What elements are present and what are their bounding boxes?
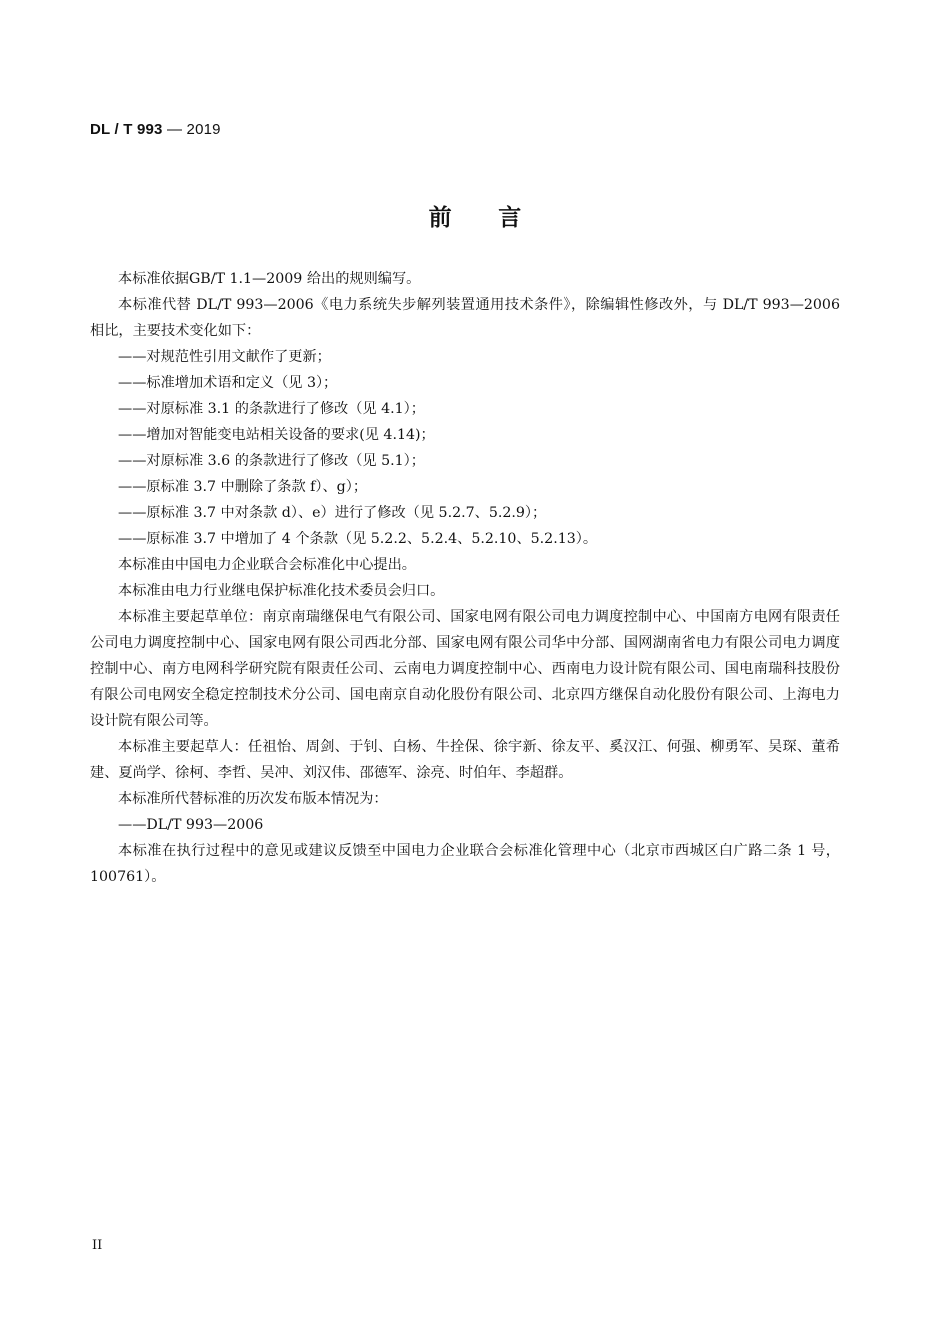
page-number: II <box>92 1238 103 1253</box>
paragraph-basis: 本标准依据GB/T 1.1—2009 给出的规则编写。 <box>118 271 421 287</box>
foreword-body <box>90 266 840 890</box>
change-item: ——原标准 3.7 中删除了条款 f）、g）； <box>118 479 368 495</box>
change-item: ——对规范性引用文献作了更新； <box>118 349 331 365</box>
page-title: 前 言 <box>428 204 522 231</box>
paragraph-feedback: 本标准在执行过程中的意见或建议反馈至中国电力企业联合会标准化管理中心（北京市西城区白广路二条 1 号，100761）。 <box>90 843 840 885</box>
change-item: ——增加对智能变电站相关设备的要求(见 4.14)； <box>118 427 435 443</box>
standard-year: — 2019 <box>162 121 221 138</box>
paragraph-history: 本标准所代替标准的历次发布版本情况为： <box>118 791 388 807</box>
document-header <box>90 121 221 138</box>
history-item: ——DL/T 993—2006 <box>118 817 264 833</box>
change-item: ——原标准 3.7 中增加了 4 个条款（见 5.2.2、5.2.4、5.2.10、5.2.13）。 <box>118 531 598 547</box>
paragraph-drafting-units: 本标准主要起草单位：南京南瑞继保电气有限公司、国家电网有限公司电力调度控制中心、中国南方电网有限责任公司电力调度控制中心、国家电网有限公司西北分部、国家电网有限公司华中分部、国网湖南省电力有限公司电力调度控制中心、南方电网科学研究院有限责任公司、云南电力调度控制中心、西南电力设计院有限公司、国电南瑞科技股份有限公司电网安全稳定控制技术分公司、国电南京自动化股份有限公司、北京四方继保自动化股份有限公司、上海电力设计院有限公司等。 <box>90 609 840 729</box>
standard-code: DL / T 993 <box>90 121 163 138</box>
paragraph-proposer: 本标准由中国电力企业联合会标准化中心提出。 <box>118 557 416 573</box>
change-item: ——对原标准 3.1 的条款进行了修改（见 4.1）； <box>118 401 425 417</box>
paragraph-drafters: 本标准主要起草人：任祖怡、周剑、于钊、白杨、牛拴保、徐宇新、徐友平、奚汉江、何强、柳勇军、吴琛、董希建、夏尚学、徐柯、李哲、吴冲、刘汉伟、邵德军、涂亮、时伯年、李超群。 <box>90 739 840 781</box>
paragraph-replaces: 本标准代替 DL/T 993—2006《电力系统失步解列装置通用技术条件》，除编辑性修改外，与 DL/T 993—2006 相比，主要技术变化如下： <box>90 297 840 339</box>
change-item: ——标准增加术语和定义（见 3）； <box>118 375 338 391</box>
change-item: ——原标准 3.7 中对条款 d）、e）进行了修改（见 5.2.7、5.2.9）； <box>118 505 547 521</box>
paragraph-committee: 本标准由电力行业继电保护标准化技术委员会归口。 <box>118 583 445 599</box>
change-item: ——对原标准 3.6 的条款进行了修改（见 5.1）； <box>118 453 425 469</box>
